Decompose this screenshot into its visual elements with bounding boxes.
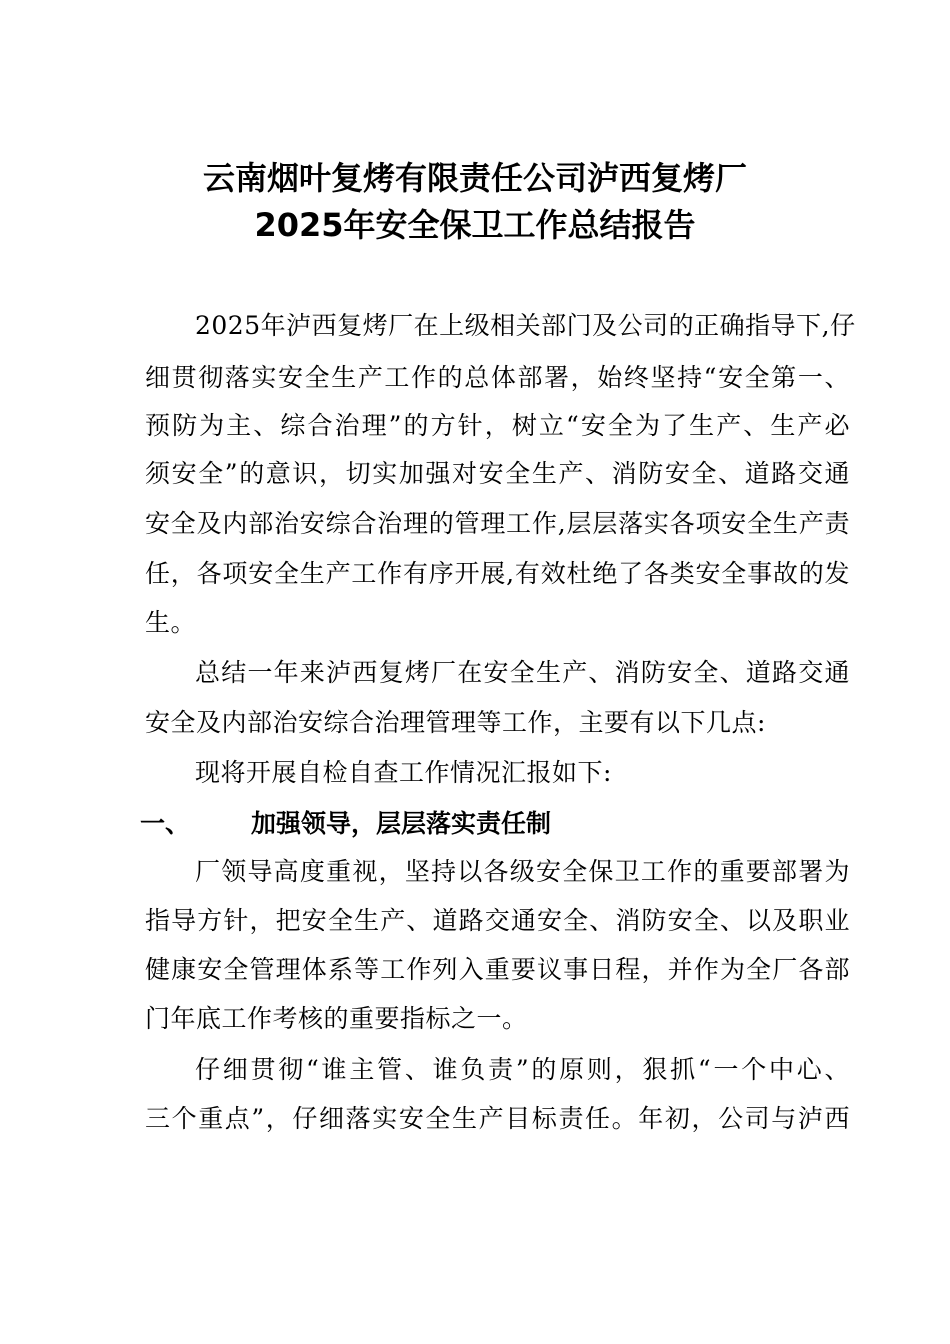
section-number: 一、: [140, 809, 191, 838]
paragraph-line: 总结一年来泸西复烤厂在安全生产、消防安全、道路交通: [195, 658, 850, 687]
document-title-line-2: 2025年安全保卫工作总结报告: [254, 206, 696, 244]
paragraph-line: 厂领导高度重视，坚持以各级安全保卫工作的重要部署为: [195, 857, 850, 886]
paragraph-line: 安全及内部治安综合治理管理等工作，主要有以下几点:: [145, 708, 766, 737]
document-title-line-1: 云南烟叶复烤有限责任公司泸西复烤厂: [202, 159, 747, 197]
paragraph-line: 预防为主、综合治理”的方针，树立“安全为了生产、生产必: [145, 411, 850, 440]
paragraph-line: 2025年泸西复烤厂在上级相关部门及公司的正确指导下,仔: [195, 311, 856, 340]
paragraph-line: 任，各项安全生产工作有序开展,有效杜绝了各类安全事故的发: [145, 559, 850, 588]
paragraph-line: 生。: [145, 608, 197, 637]
section-title: 加强领导，层层落实责任制: [251, 809, 552, 838]
paragraph-line: 三个重点”，仔细落实安全生产目标责任。年初，公司与泸西: [145, 1104, 850, 1133]
paragraph-line: 指导方针，把安全生产、道路交通安全、消防安全、以及职业: [145, 906, 850, 935]
paragraph-line: 门年底工作考核的重要指标之一。: [145, 1004, 528, 1033]
paragraph-line: 须安全”的意识，切实加强对安全生产、消防安全、道路交通: [145, 459, 850, 488]
paragraph-line: 细贯彻落实安全生产工作的总体部署，始终坚持“安全第一、: [145, 363, 850, 392]
paragraph-line: 健康安全管理体系等工作列入重要议事日程，并作为全厂各部: [145, 955, 850, 984]
paragraph-line: 现将开展自检自查工作情况汇报如下:: [195, 758, 612, 787]
paragraph-line: 安全及内部治安综合治理的管理工作,层层落实各项安全生产责: [145, 509, 850, 538]
paragraph-line: 仔细贯彻“谁主管、谁负责”的原则，狠抓“一个中心、: [195, 1055, 850, 1084]
